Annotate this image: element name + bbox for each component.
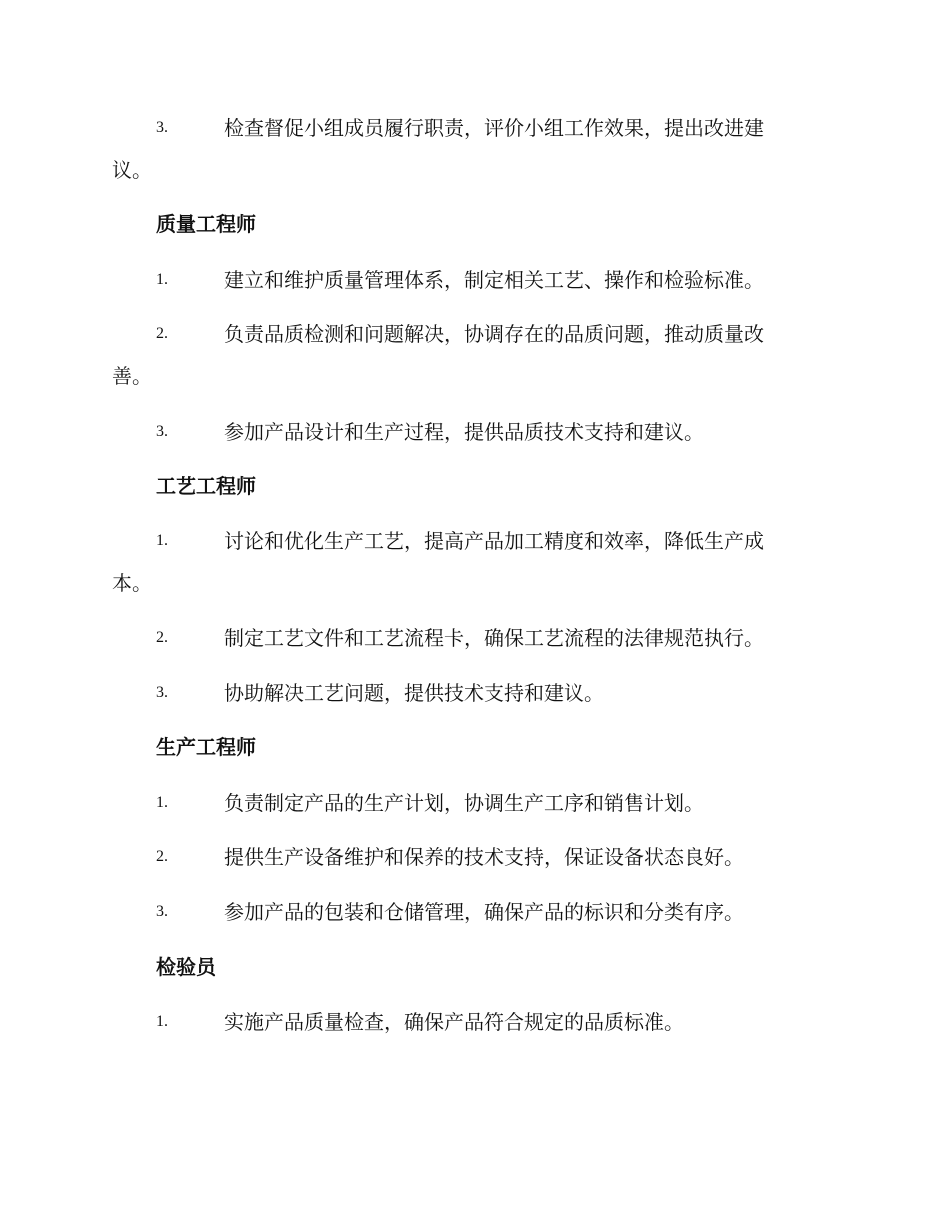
list-number: 3. [156,423,168,440]
list-text: 实施产品质量检查，确保产品符合规定的品质标准。 [224,1010,684,1034]
list-number: 3. [156,684,168,701]
list-number: 3. [156,903,168,920]
section-heading-inspector: 检验员 [156,955,216,979]
list-number: 1. [156,1013,168,1030]
list-text-continued: 善。 [112,364,152,388]
list-text: 讨论和优化生产工艺，提高产品加工精度和效率，降低生产成 [224,529,764,553]
list-number: 3. [156,119,168,136]
list-text: 制定工艺文件和工艺流程卡，确保工艺流程的法律规范执行。 [224,626,764,650]
list-text: 建立和维护质量管理体系，制定相关工艺、操作和检验标准。 [224,268,764,292]
list-text-continued: 本。 [112,571,152,595]
list-text: 协助解决工艺问题，提供技术支持和建议。 [224,681,604,705]
list-text: 提供生产设备维护和保养的技术支持，保证设备状态良好。 [224,845,744,869]
list-text: 负责品质检测和问题解决，协调存在的品质问题，推动质量改 [224,322,764,346]
section-heading-process-engineer: 工艺工程师 [156,474,256,498]
list-text-continued: 议。 [112,158,152,182]
section-heading-production-engineer: 生产工程师 [156,735,256,759]
list-text: 参加产品的包装和仓储管理，确保产品的标识和分类有序。 [224,900,744,924]
section-heading-quality-engineer: 质量工程师 [156,212,256,236]
list-number: 1. [156,271,168,288]
list-text: 负责制定产品的生产计划，协调生产工序和销售计划。 [224,791,704,815]
list-number: 1. [156,532,168,549]
list-number: 2. [156,629,168,646]
list-text: 检查督促小组成员履行职责，评价小组工作效果，提出改进建 [224,116,764,140]
list-number: 1. [156,794,168,811]
list-number: 2. [156,848,168,865]
list-text: 参加产品设计和生产过程，提供品质技术支持和建议。 [224,420,704,444]
list-number: 2. [156,325,168,342]
